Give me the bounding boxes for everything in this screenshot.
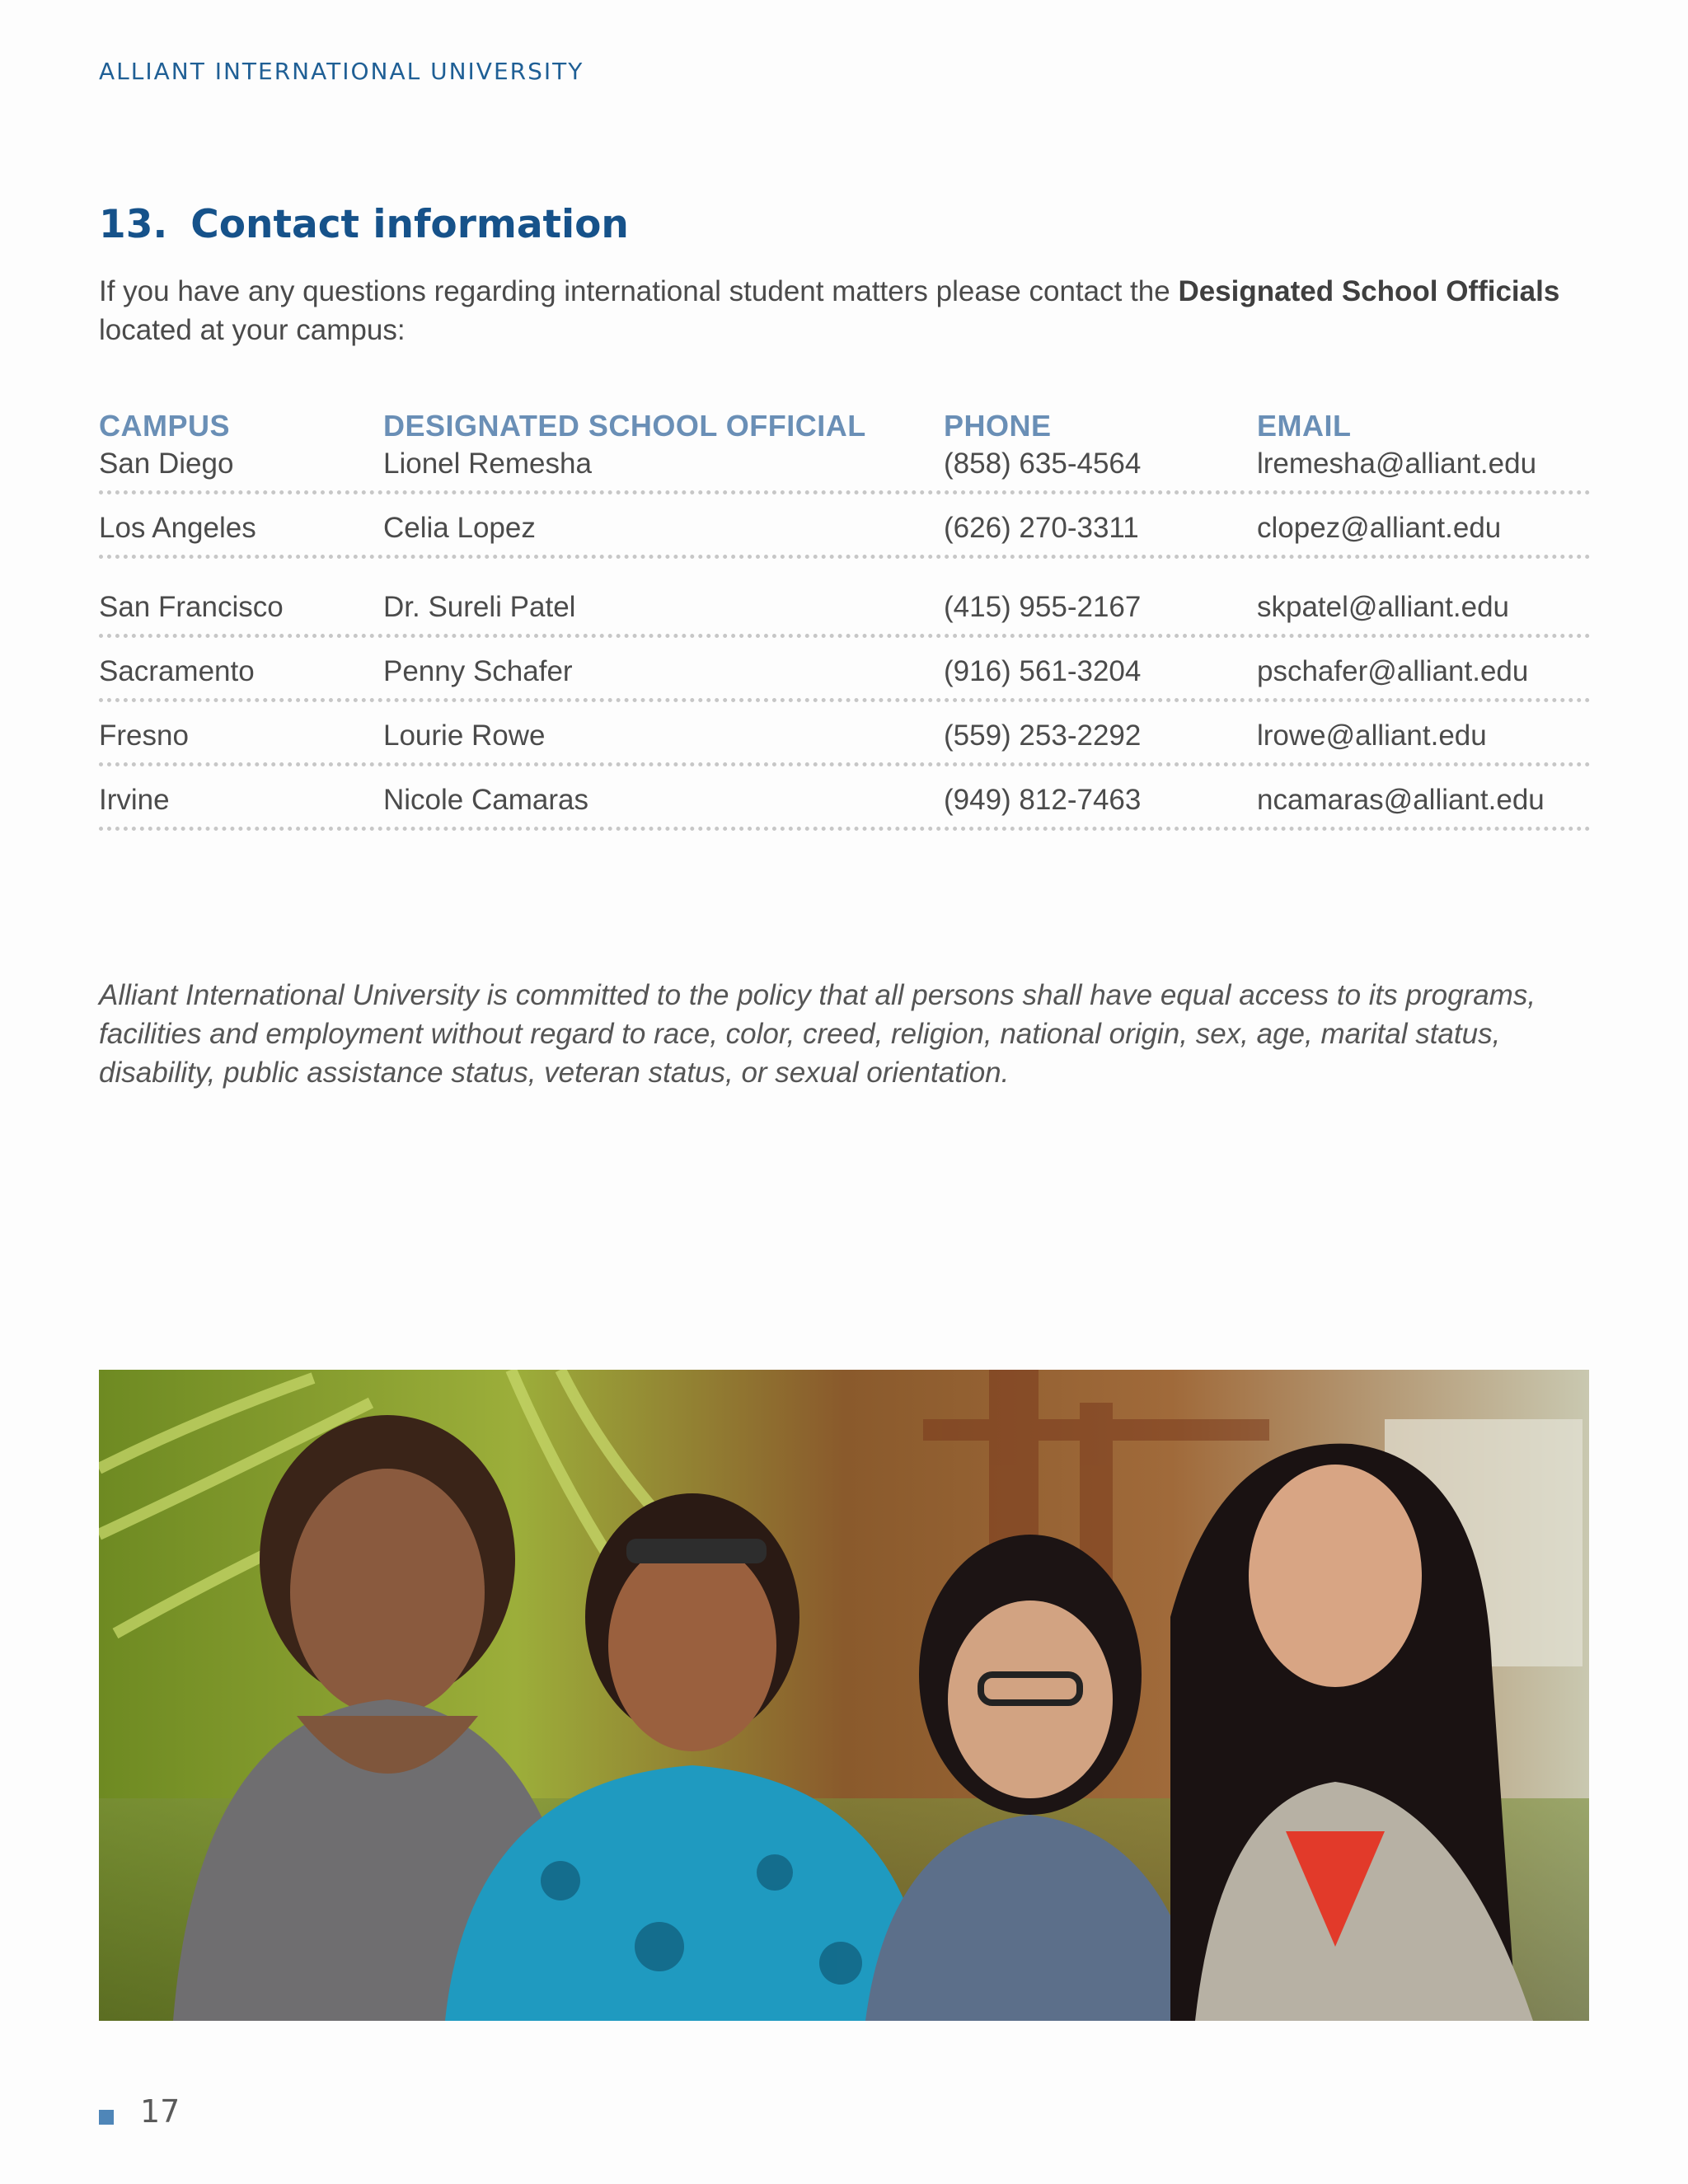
table-row — [99, 494, 1591, 559]
official-cell: Lourie Rowe — [383, 719, 546, 752]
campus-cell: San Francisco — [99, 591, 284, 623]
official-cell: Lionel Remesha — [383, 448, 592, 480]
contacts-table-header — [99, 394, 1591, 452]
email-link[interactable]: skpatel@alliant.edu — [1257, 591, 1509, 623]
table-row — [99, 448, 1591, 494]
header-university-name: ALLIANT INTERNATIONAL UNIVERSITY — [99, 58, 584, 85]
column-header-official: DESIGNATED SCHOOL OFFICIAL — [383, 409, 866, 443]
phone-cell: (949) 812-7463 — [944, 784, 1142, 816]
students-group-photo — [99, 1370, 1589, 2021]
phone-cell: (916) 561-3204 — [944, 655, 1142, 687]
official-cell: Penny Schafer — [383, 655, 573, 687]
table-row — [99, 559, 1591, 638]
table-row — [99, 638, 1591, 702]
intro-paragraph — [99, 272, 1591, 349]
column-header-email: EMAIL — [1257, 409, 1352, 443]
official-cell: Dr. Sureli Patel — [383, 591, 576, 623]
section-title-text: Contact information — [190, 202, 629, 247]
column-header-campus: CAMPUS — [99, 409, 231, 443]
section-number: 13. — [99, 202, 168, 247]
campus-cell: Los Angeles — [99, 512, 256, 544]
equal-access-policy: Alliant International University is committed to the policy that all persons shall have equal access to its programs, facilities and employment without regard to race, color, creed, religion, national origin, sex, age, marital status, disability, public assistance status, veteran status, or sexual orientation. — [99, 979, 1536, 1089]
students-photo-illustration — [99, 1370, 1589, 2021]
page-marker-square — [99, 2110, 114, 2125]
email-link[interactable]: clopez@alliant.edu — [1257, 512, 1502, 544]
phone-cell: (626) 270-3311 — [944, 512, 1139, 544]
table-row — [99, 702, 1591, 766]
campus-cell: Fresno — [99, 719, 189, 752]
intro-text-start: If you have any questions regarding international student matters please contact the — [99, 275, 1179, 307]
page-number: 17 — [140, 2093, 181, 2130]
email-link[interactable]: lrowe@alliant.edu — [1257, 719, 1487, 752]
phone-cell: (858) 635-4564 — [944, 448, 1142, 480]
campus-cell: Irvine — [99, 784, 170, 816]
phone-cell: (559) 253-2292 — [944, 719, 1142, 752]
email-link[interactable]: ncamaras@alliant.edu — [1257, 784, 1545, 816]
phone-cell: (415) 955-2167 — [944, 591, 1142, 623]
email-link[interactable]: lremesha@alliant.edu — [1257, 448, 1537, 480]
official-cell: Nicole Camaras — [383, 784, 588, 816]
campus-cell: San Diego — [99, 448, 234, 480]
intro-text-end: located at your campus: — [99, 314, 406, 346]
column-header-phone: PHONE — [944, 409, 1052, 443]
section-title — [99, 202, 629, 247]
contacts-table — [99, 394, 1591, 831]
intro-text-bold: Designated School Officials — [1178, 275, 1560, 307]
email-link[interactable]: pschafer@alliant.edu — [1257, 655, 1529, 687]
table-row — [99, 766, 1591, 831]
campus-cell: Sacramento — [99, 655, 255, 687]
official-cell: Celia Lopez — [383, 512, 536, 544]
